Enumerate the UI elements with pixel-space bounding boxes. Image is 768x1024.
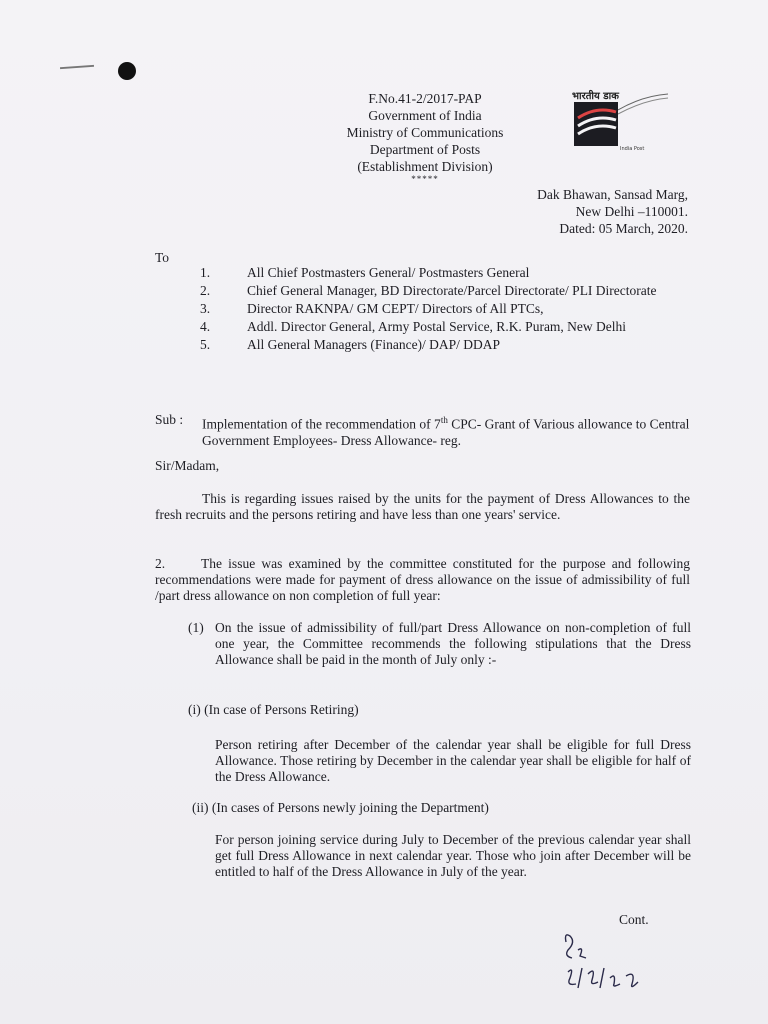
recipient-list bbox=[200, 265, 720, 355]
list-item-number: 2. bbox=[200, 283, 211, 298]
list-item bbox=[200, 283, 720, 299]
subject-label: Sub : bbox=[155, 412, 184, 427]
pencil-mark bbox=[60, 65, 94, 69]
file-number: F.No.41-2/2017-PAP bbox=[368, 91, 482, 106]
header-stars: ***** bbox=[411, 174, 439, 184]
section-i-heading: (i) (In case of Persons Retiring) bbox=[188, 702, 359, 717]
paragraph-3-text: On the issue of admissibility of full/part Dress Allowance on non-completion of full one year, the Committee recommends the following stipulations that the Dress Allowance shall be paid in the month of July only :- bbox=[215, 620, 691, 667]
paragraph-2-text: The issue was examined by the committee constituted for the purpose and following recommendations were made for payment of dress allowance on the issue of admissibility of full /part dress allowance on non completion of full year: bbox=[155, 556, 690, 603]
paragraph-number: 2. bbox=[155, 556, 166, 571]
government-line: Government of India bbox=[368, 108, 482, 123]
paragraph-number: (1) bbox=[188, 620, 204, 635]
list-item-number: 5. bbox=[200, 337, 211, 352]
list-item-text: Director RAKNPA/ GM CEPT/ Directors of All PTCs, bbox=[247, 301, 544, 316]
list-item bbox=[200, 337, 720, 353]
logo-swoosh-icon bbox=[618, 92, 670, 122]
logo-english-text: India Post bbox=[620, 146, 645, 152]
letter-header bbox=[300, 90, 550, 184]
address-line-1: Dak Bhawan, Sansad Marg, bbox=[537, 187, 688, 202]
handwritten-signature bbox=[560, 928, 670, 998]
list-item-text: Addl. Director General, Army Postal Service, R.K. Puram, New Delhi bbox=[247, 319, 627, 334]
paragraph-3 bbox=[188, 620, 691, 668]
list-item bbox=[200, 319, 720, 335]
list-item bbox=[200, 301, 720, 317]
ministry-line: Ministry of Communications bbox=[346, 125, 504, 140]
logo-emblem bbox=[574, 102, 618, 146]
list-item-number: 4. bbox=[200, 319, 211, 334]
department-line: Department of Posts bbox=[369, 142, 481, 157]
paragraph-2 bbox=[155, 556, 690, 604]
section-ii-text: For person joining service during July to December of the previous calendar year shall get full Dress Allowance in next calendar year. Those who join after December will be entitled to half of the Dress Allowance in July of the year. bbox=[215, 832, 691, 879]
list-item-text: Chief General Manager, BD Directorate/Parcel Directorate/ PLI Directorate bbox=[247, 283, 657, 298]
list-item-number: 3. bbox=[200, 301, 211, 316]
subject-text: Implementation of the recommendation of 7th CPC- Grant of Various allowance to Central Government Employees- Dress Allowance- reg. bbox=[202, 415, 690, 448]
section-ii-heading: (ii) (In cases of Persons newly joining the Department) bbox=[192, 800, 489, 815]
address-block bbox=[537, 186, 688, 237]
india-post-logo bbox=[560, 88, 670, 160]
paragraph-1: This is regarding issues raised by the units for the payment of Dress Allowances to the fresh recruits and the persons retiring and have less than one years' service. bbox=[155, 491, 690, 522]
letter-date: Dated: 05 March, 2020. bbox=[559, 221, 688, 236]
address-line-2: New Delhi –110001. bbox=[575, 204, 688, 219]
section-i-text: Person retiring after December of the calendar year shall be eligible for full Dress Allowance. Those retiring by December in the calendar year shall be eligible for half of the Dress Allowance. bbox=[215, 737, 691, 784]
to-label: To bbox=[155, 250, 170, 265]
salutation: Sir/Madam, bbox=[155, 458, 220, 473]
logo-hindi-text: भारतीय डाक bbox=[572, 91, 619, 102]
list-item-text: All Chief Postmasters General/ Postmasters General bbox=[247, 265, 530, 280]
list-item bbox=[200, 265, 720, 281]
punch-hole bbox=[118, 62, 136, 80]
continued-label: Cont. bbox=[619, 912, 649, 927]
list-item-number: 1. bbox=[200, 265, 211, 280]
division-line: (Establishment Division) bbox=[357, 159, 493, 174]
list-item-text: All General Managers (Finance)/ DAP/ DDAP bbox=[247, 337, 501, 352]
